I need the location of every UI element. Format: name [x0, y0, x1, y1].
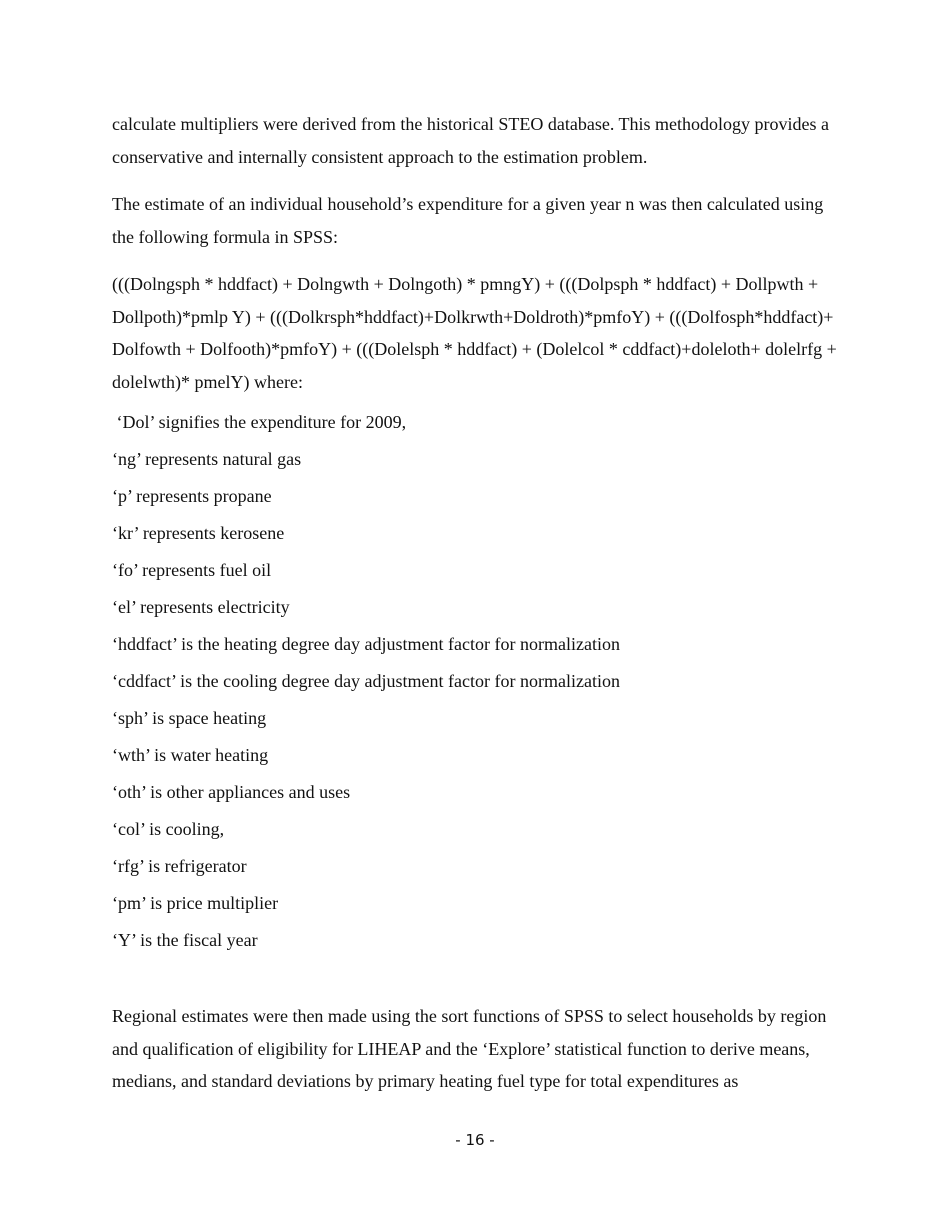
- definition-item: ‘Y’ is the fiscal year: [112, 930, 258, 950]
- definition-item: ‘kr’ represents kerosene: [112, 523, 285, 543]
- definition-item: ‘wth’ is water heating: [112, 745, 269, 765]
- definition-item: ‘ng’ represents natural gas: [112, 449, 302, 469]
- expenditure-formula: (((Dolngsph * hddfact) + Dolngwth + Dolngoth) * pmngY) + (((Dolpsph * hddfact) + Dollpwth + Dollpoth)*pmlp Y) + (((Dolkrsph*hddfact)+Dolkrwth+Doldroth)*pmfoY) + (((Dolfosph*hddfact)+ Dolfowth + Dolfooth)*pmfoY) + (((Dolelsph * hddfact) + (Dolelcol * cddfact)+doleloth+ dolelrfg + dolelwth)* pmelY) where:: [112, 274, 837, 392]
- definition-item: ‘pm’ is price multiplier: [112, 893, 279, 913]
- definition-item: ‘hddfact’ is the heating degree day adjustment factor for normalization: [112, 634, 620, 654]
- definition-item: ‘col’ is cooling,: [112, 819, 225, 839]
- definition-item: ‘el’ represents electricity: [112, 597, 290, 617]
- definition-item: ‘fo’ represents fuel oil: [112, 560, 272, 580]
- regional-estimates-paragraph: Regional estimates were then made using the sort functions of SPSS to select households by region and qualification of eligibility for LIHEAP and the ‘Explore’ statistical function to derive means, medians, and standard deviations by primary heating fuel type for total expenditures as: [112, 1006, 827, 1091]
- estimate-paragraph: The estimate of an individual household’s expenditure for a given year n was then calculated using the following formula in SPSS:: [112, 194, 824, 247]
- definition-item: ‘sph’ is space heating: [112, 708, 267, 728]
- document-page: [112, 108, 842, 1098]
- page-number: - 16 -: [455, 1131, 495, 1149]
- definition-item: ‘oth’ is other appliances and uses: [112, 782, 351, 802]
- definitions-list: [112, 412, 842, 950]
- intro-paragraph: calculate multipliers were derived from the historical STEO database. This methodology provides a conservative and internally consistent approach to the estimation problem.: [112, 114, 829, 167]
- definition-item: ‘cddfact’ is the cooling degree day adjustment factor for normalization: [112, 671, 620, 691]
- definition-item: ‘Dol’ signifies the expenditure for 2009,: [112, 412, 407, 432]
- definition-item: ‘rfg’ is refrigerator: [112, 856, 247, 876]
- definition-item: ‘p’ represents propane: [112, 486, 272, 506]
